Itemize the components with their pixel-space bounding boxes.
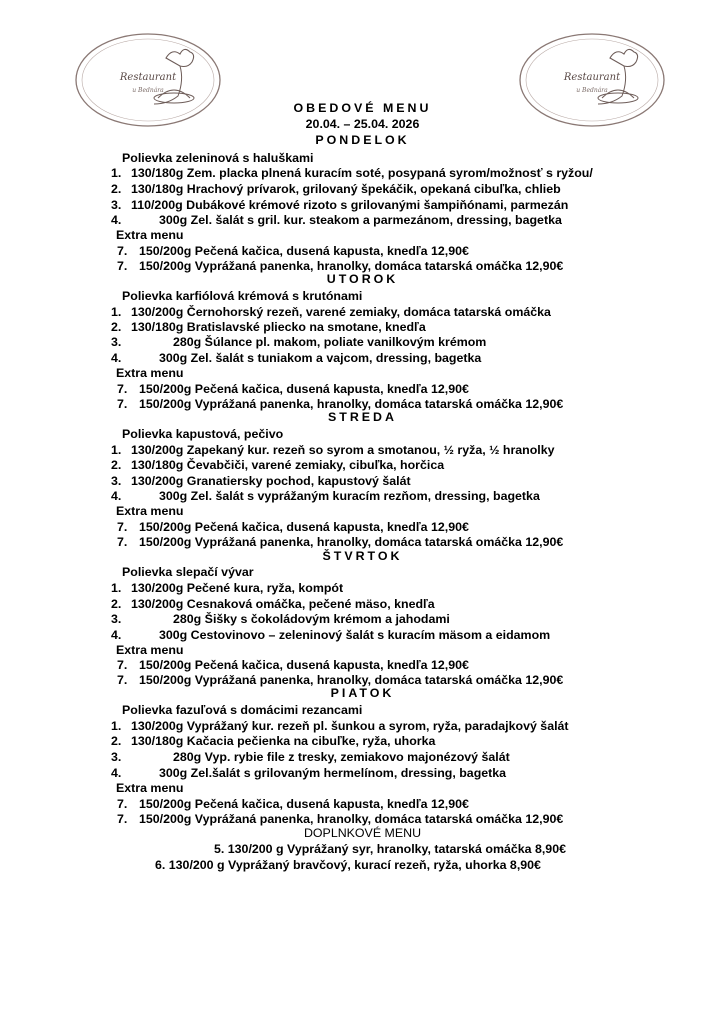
- item-number: 1.: [111, 166, 122, 180]
- item-number: 7.: [117, 244, 128, 258]
- item-text: 130/200g Granatiersky pochod, kapustový šalát: [131, 474, 411, 488]
- item-text: 130/180g Kačacia pečienka na cibuľke, ryža, uhorka: [131, 734, 436, 748]
- menu-item: [111, 335, 486, 349]
- soup-line: Polievka karfiólová krémová s krutónami: [122, 289, 363, 303]
- day-heading: PIATOK: [330, 686, 395, 700]
- item-text: 130/200g Pečené kura, ryža, kompót: [131, 581, 344, 595]
- item-text: 130/180g Hrachový prívarok, grilovaný špekáčik, opekaná cibuľka, chlieb: [131, 182, 561, 196]
- item-text: 150/200g Vyprážaná panenka, hranolky, domáca tatarská omáčka 12,90€: [139, 259, 564, 273]
- extra-menu-label: Extra menu: [116, 366, 184, 380]
- soup-line: Polievka fazuľová s domácimi rezancami: [122, 703, 363, 717]
- extra-item: [117, 382, 469, 396]
- day-heading: ŠTVRTOK: [322, 549, 403, 563]
- extra-item: [117, 397, 563, 411]
- item-text: 150/200g Pečená kačica, dusená kapusta, knedľa 12,90€: [139, 797, 469, 811]
- menu-item: [111, 351, 481, 365]
- extra-menu-label: Extra menu: [116, 504, 184, 518]
- item-text: 300g Zel.šalát s grilovaným hermelínom, dressing, bagetka: [159, 766, 507, 780]
- item-text: 150/200g Vyprážaná panenka, hranolky, domáca tatarská omáčka 12,90€: [139, 535, 564, 549]
- item-number: 3.: [111, 612, 122, 626]
- item-number: 7.: [117, 520, 128, 534]
- item-text: 150/200g Vyprážaná panenka, hranolky, domáca tatarská omáčka 12,90€: [139, 673, 564, 687]
- extra-item: [117, 259, 563, 273]
- extra-menu-label: Extra menu: [116, 228, 184, 242]
- day-heading: STREDA: [328, 410, 397, 424]
- item-text: 150/200g Pečená kačica, dusená kapusta, knedľa 12,90€: [139, 658, 469, 672]
- extra-item: [117, 812, 563, 826]
- extra-menu-label: Extra menu: [116, 781, 184, 795]
- soup-line: Polievka kapustová, pečivo: [122, 427, 284, 441]
- extra-item: [117, 520, 469, 534]
- item-number: 3.: [111, 750, 122, 764]
- item-text: 150/200g Vyprážaná panenka, hranolky, domáca tatarská omáčka 12,90€: [139, 397, 564, 411]
- extra-item: [117, 673, 563, 687]
- menu-item: [111, 719, 569, 733]
- item-number: 4.: [111, 628, 122, 642]
- item-number: 3.: [111, 335, 122, 349]
- item-number: 2.: [111, 320, 122, 334]
- item-text: 280g Šúlance pl. makom, poliate vanilkovým krémom: [173, 335, 487, 349]
- additional-item: 5. 130/200 g Vyprážaný syr, hranolky, tatarská omáčka 8,90€: [214, 842, 566, 856]
- restaurant-logo-left: [74, 30, 222, 130]
- day-heading: PONDELOK: [315, 133, 410, 147]
- day-heading: UTOROK: [326, 272, 399, 286]
- logo-subtitle: u Bednára: [132, 87, 164, 94]
- item-number: 4.: [111, 766, 122, 780]
- item-number: 7.: [117, 382, 128, 396]
- extra-menu-label: Extra menu: [116, 643, 184, 657]
- extra-item: [117, 797, 469, 811]
- item-number: 1.: [111, 443, 122, 457]
- item-text: 280g Vyp. rybie file z tresky, zemiakovo majonézový šalát: [173, 750, 510, 764]
- extra-item: [117, 244, 469, 258]
- item-text: 130/200g Černohorský rezeň, varené zemiaky, domáca tatarská omáčka: [131, 305, 551, 319]
- soup-line: Polievka zeleninová s haluškami: [122, 151, 314, 165]
- menu-item: [111, 320, 426, 334]
- menu-item: [111, 182, 561, 196]
- item-number: 1.: [111, 581, 122, 595]
- menu-item: [111, 766, 506, 780]
- item-text: 130/180g Čevabčiči, varené zemiaky, cibuľka, horčica: [131, 458, 445, 472]
- item-text: 110/200g Dubákové krémové rizoto s grilovanými šampiňónami, parmezán: [131, 198, 569, 212]
- extra-item: [117, 535, 563, 549]
- item-text: 150/200g Vyprážaná panenka, hranolky, domáca tatarská omáčka 12,90€: [139, 812, 564, 826]
- item-text: 300g Zel. šalát s gril. kur. steakom a parmezánom, dressing, bagetka: [159, 213, 562, 227]
- menu-item: [111, 612, 450, 626]
- menu-item: [111, 489, 540, 503]
- item-text: 150/200g Pečená kačica, dusená kapusta, knedľa 12,90€: [139, 382, 469, 396]
- item-number: 3.: [111, 198, 122, 212]
- restaurant-logo-right: [518, 30, 666, 130]
- item-number: 7.: [117, 259, 128, 273]
- soup-line: Polievka slepačí vývar: [122, 565, 254, 579]
- item-number: 1.: [111, 719, 122, 733]
- item-number: 2.: [111, 458, 122, 472]
- item-number: 2.: [111, 182, 122, 196]
- logo-name: Restaurant: [119, 72, 177, 83]
- item-number: 4.: [111, 351, 122, 365]
- menu-item: [111, 458, 444, 472]
- menu-item: [111, 443, 555, 457]
- item-number: 2.: [111, 734, 122, 748]
- item-text: 300g Cestovinovo – zeleninový šalát s kuracím mäsom a eidamom: [159, 628, 551, 642]
- item-text: 130/200g Zapekaný kur. rezeň so syrom a smotanou, ½ ryža, ½ hranolky: [131, 443, 555, 457]
- additional-item: 6. 130/200 g Vyprážaný bravčový, kurací rezeň, ryža, uhorka 8,90€: [155, 858, 541, 872]
- item-number: 7.: [117, 397, 128, 411]
- item-text: 130/200g Vyprážaný kur. rezeň pl. šunkou a syrom, ryža, paradajkový šalát: [131, 719, 569, 733]
- extra-item: [117, 658, 469, 672]
- item-text: 280g Šišky s čokoládovým krémom a jahodami: [173, 612, 450, 626]
- item-number: 4.: [111, 489, 122, 503]
- logo-name: Restaurant: [563, 72, 621, 83]
- menu-item: [111, 198, 568, 212]
- menu-item: [111, 305, 551, 319]
- item-number: 7.: [117, 673, 128, 687]
- item-number: 2.: [111, 597, 122, 611]
- item-text: 130/180g Zem. placka plnená kuracím soté, posypaná syrom/možnosť s ryžou/: [131, 166, 593, 180]
- item-text: 300g Zel. šalát s vyprážaným kuracím rezňom, dressing, bagetka: [159, 489, 540, 503]
- item-number: 7.: [117, 658, 128, 672]
- item-text: 130/200g Cesnaková omáčka, pečené mäso, knedľa: [131, 597, 435, 611]
- item-number: 7.: [117, 812, 128, 826]
- menu-item: [111, 213, 562, 227]
- item-number: 7.: [117, 535, 128, 549]
- additional-menu-title: DOPLNKOVÉ MENU: [303, 826, 422, 840]
- menu-title: OBEDOVÉ MENU: [293, 101, 432, 115]
- menu-item: [111, 581, 343, 595]
- item-number: 7.: [117, 797, 128, 811]
- menu-item: [111, 166, 593, 180]
- logo-subtitle: u Bednára: [576, 87, 608, 94]
- item-text: 150/200g Pečená kačica, dusená kapusta, knedľa 12,90€: [139, 520, 469, 534]
- item-number: 3.: [111, 474, 122, 488]
- menu-dates: 20.04. – 25.04. 2026: [305, 117, 420, 131]
- menu-item: [111, 750, 510, 764]
- menu-item: [111, 597, 435, 611]
- item-text: 150/200g Pečená kačica, dusená kapusta, knedľa 12,90€: [139, 244, 469, 258]
- item-text: 300g Zel. šalát s tuniakom a vajcom, dressing, bagetka: [159, 351, 482, 365]
- item-number: 1.: [111, 305, 122, 319]
- menu-item: [111, 628, 550, 642]
- menu-item: [111, 474, 411, 488]
- item-number: 4.: [111, 213, 122, 227]
- item-text: 130/180g Bratislavské pliecko na smotane, knedľa: [131, 320, 426, 334]
- menu-item: [111, 734, 435, 748]
